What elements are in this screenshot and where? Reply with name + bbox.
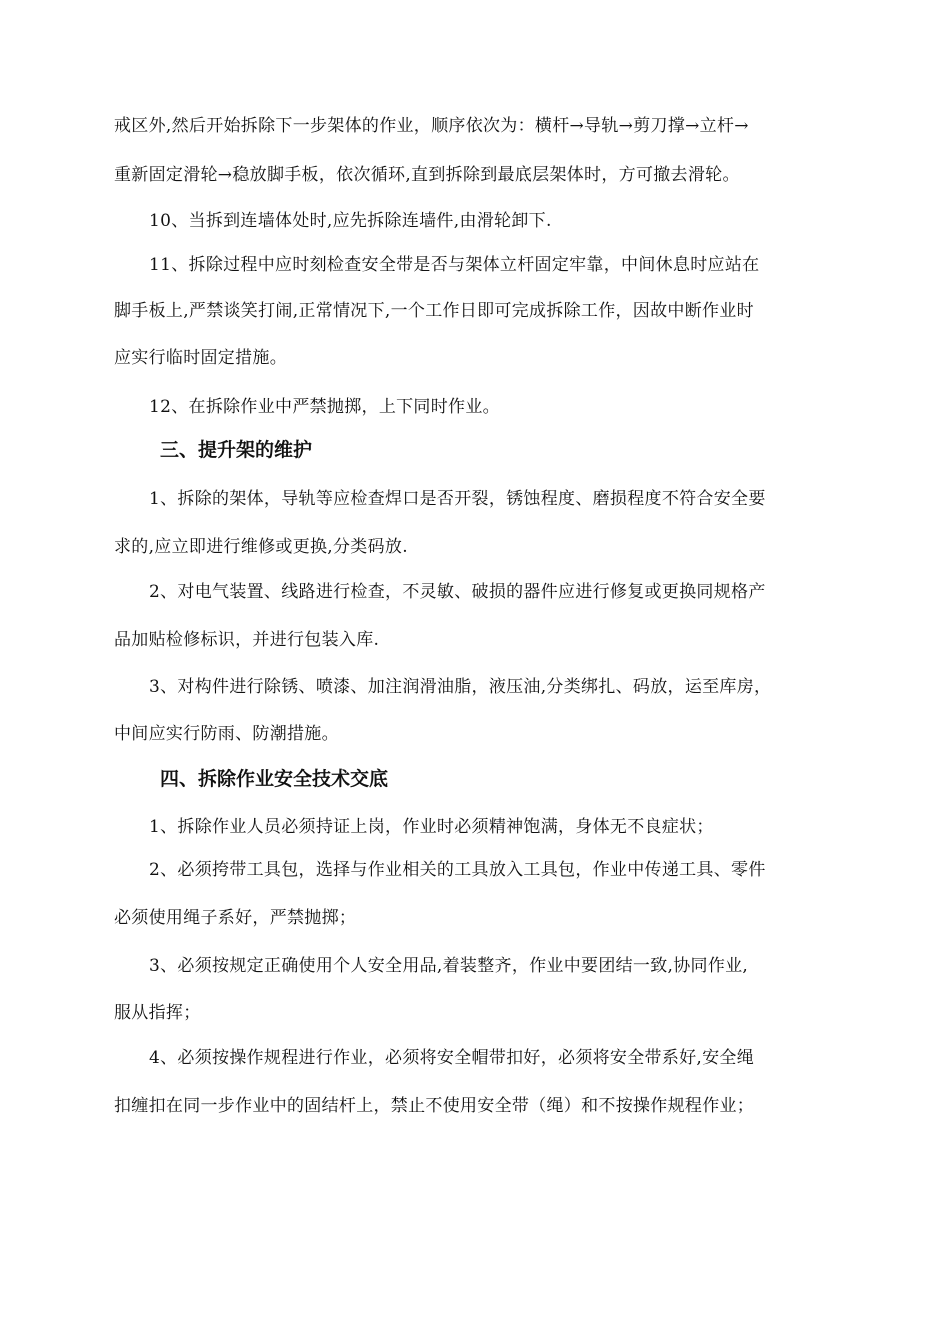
text-line: 11、拆除过程中应时刻检查安全带是否与架体立杆固定牢靠，中间休息时应站在 [149,255,760,275]
section-heading: 三、提升架的维护 [160,439,313,461]
text-line: 12、在拆除作业中严禁抛掷，上下同时作业。 [149,397,500,417]
text-line: 4、必须按操作规程进行作业，必须将安全帽带扣好，必须将安全带系好,安全绳 [149,1048,755,1068]
text-line: 2、对电气装置、线路进行检查，不灵敏、破损的器件应进行修复或更换同规格产 [149,582,766,602]
text-line: 重新固定滑轮→稳放脚手板，依次循环,直到拆除到最底层架体时，方可撤去滑轮。 [114,165,740,185]
text-line: 中间应实行防雨、防潮措施。 [114,724,339,744]
text-line: 应实行临时固定措施。 [114,348,287,368]
text-line: 求的,应立即进行维修或更换,分类码放. [114,537,408,557]
text-line: 10、当拆到连墙体处时,应先拆除连墙件,由滑轮卸下. [149,211,552,231]
text-line: 必须使用绳子系好，严禁抛掷； [114,908,357,928]
section-heading: 四、拆除作业安全技术交底 [160,768,389,790]
text-line: 服从指挥； [114,1003,201,1023]
text-line: 脚手板上,严禁谈笑打闹,正常情况下,一个工作日即可完成拆除工作，因故中断作业时 [114,301,754,321]
text-line: 3、必须按规定正确使用个人安全用品,着装整齐，作业中要团结一致,协同作业, [149,956,749,976]
text-line: 1、拆除的架体，导轨等应检查焊口是否开裂，锈蚀程度、磨损程度不符合安全要 [149,489,766,509]
text-line: 1、拆除作业人员必须持证上岗，作业时必须精神饱满，身体无不良症状； [149,817,714,837]
text-line: 品加贴检修标识，并进行包装入库. [114,630,380,650]
text-line: 戒区外,然后开始拆除下一步架体的作业，顺序依次为：横杆→导轨→剪刀撑→立杆→ [114,116,749,136]
text-line: 3、对构件进行除锈、喷漆、加注润滑油脂，液压油,分类绑扎、码放，运至库房， [149,677,772,697]
text-line: 2、必须挎带工具包，选择与作业相关的工具放入工具包，作业中传递工具、零件 [149,860,766,880]
text-line: 扣缠扣在同一步作业中的固结杆上，禁止不使用安全带（绳）和不按操作规程作业； [114,1096,755,1116]
